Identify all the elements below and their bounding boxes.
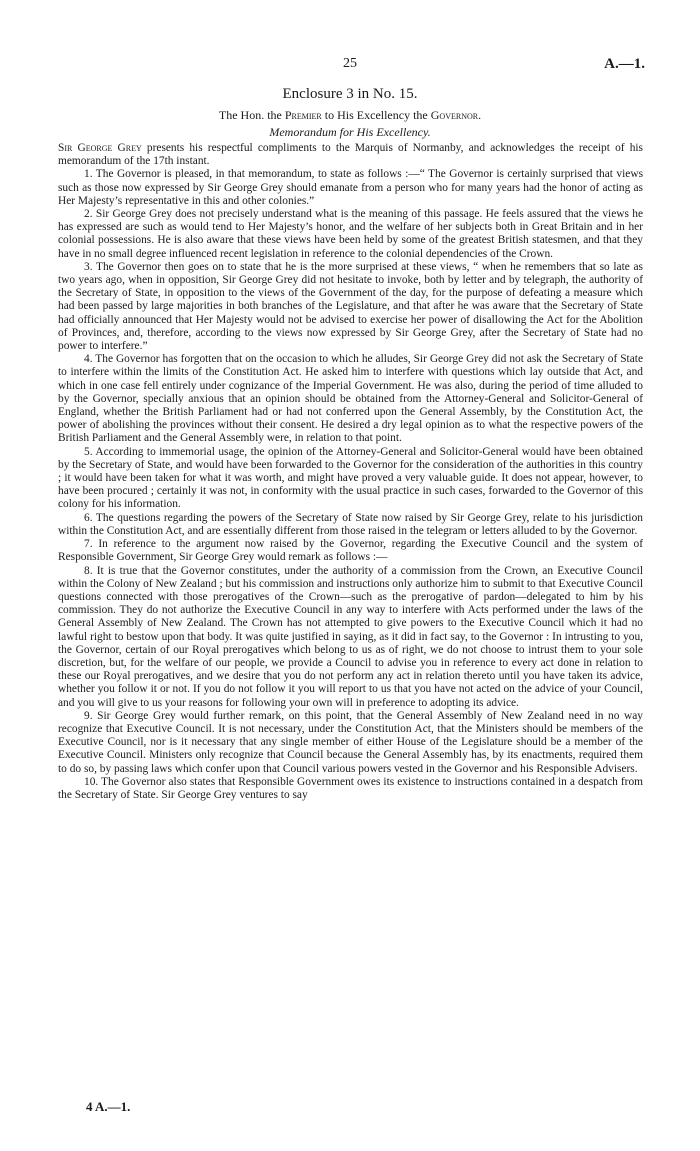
paragraph-3: 3. The Governor then goes on to state that he is the more surprised at these views, “ when he remembers that so late as two years ago, when in opposition, Sir George Grey did not hesitate to invoke, both by letter and by telegraph, the authority of the Secretary of State, in opposition to the views of the Government of the day, for the purpose of defeating a measure which had been passed by large majorities in both branches of the Legislature, and that after he was aware that the Secretary of State had officially announced that Her Majesty would not be advised to exercise her power of disallowing the Act for the Abolition of Provinces, and, therefore, according to the views now expressed by Sir George Grey, after the Secretary of State had no power to interfere.” bbox=[58, 260, 643, 353]
subtitle-governor: Governor. bbox=[430, 108, 482, 122]
subtitle-premier: Premier bbox=[284, 108, 322, 122]
paragraph-7: 7. In reference to the argument now raised by the Governor, regarding the Executive Council and the system of Responsible Government, Sir George Grey would remark as follows :— bbox=[58, 538, 643, 564]
document-body bbox=[58, 142, 643, 802]
paragraph-5: 5. According to immemorial usage, the opinion of the Attorney-General and Solicitor-General would have been obtained by the Secretary of State, and would have been forwarded to the Governor for the consideration of the authorities in this country ; it would have been taken for what it was worth, and might have proved a very valuable guide. It does not appear, however, to have been procured ; certainly it was not, in conformity with the usual practice in such cases, forwarded to the Governor of this colony for his information. bbox=[58, 445, 643, 511]
enclosure-subtitle bbox=[0, 108, 700, 123]
document-reference: A.—1. bbox=[604, 56, 645, 72]
paragraph-2: 2. Sir George Grey does not precisely understand what is the meaning of this passage. He feels assured that the views he has expressed are such as would tend to Her Majesty’s honor, and the welfare of her subjects both in Great Britain and in her colonial possessions. He is also aware that these views have been held by some of the greatest British statesmen, and that they have in no small degree influenced recent legislation in reference to the colonial dependencies of the Crown. bbox=[58, 208, 643, 260]
paragraph-intro bbox=[58, 142, 643, 168]
paragraph-9: 9. Sir George Grey would further remark, on this point, that the General Assembly of New Zealand need in no way recognize that Executive Council. It is not necessary, under the Constitution Act, that the Ministers should be members of the Executive Council, nor is it necessary that any single member of either House of the Legislature should be a member of the Executive Council. Ministers only recognize that Council because the General Assembly has, by its enactments, required them to do so, by passing laws which confer upon that Council various powers vested in the Governor and his Responsible Advisers. bbox=[58, 709, 643, 775]
paragraph-6: 6. The questions regarding the powers of the Secretary of State now raised by Sir George Grey, relate to his jurisdiction within the Constitution Act, and are essentially different from those raised in the telegram or letters alluded to by the Governor. bbox=[58, 511, 643, 537]
enclosure-title: Enclosure 3 in No. 15. bbox=[282, 86, 418, 102]
footer-signature: 4 A.—1. bbox=[86, 1099, 131, 1114]
paragraph-4: 4. The Governor has forgotten that on the occasion to which he alludes, Sir George Grey did not ask the Secretary of State to interfere within the limits of the Constitution Act. He asked him to interfere with questions which lay outside that Act, and which in one case fell entirely under cognizance of the Imperial Government. He was also, during the period of time alluded to by the Governor, specially anxious that an opinion should be obtained from the Attorney-General and Solicitor-General of England, whether the British Parliament had or had not conferred upon the General Assembly, by the Constitution Act, the power of abolishing the provinces without their consent. He desired a dry legal opinion as to what the respective powers of the British Parliament and the General Assembly were, in relation to that point. bbox=[58, 353, 643, 445]
intro-text: presents his respectful compliments to the Marquis of Normanby, and acknowledges the receipt of his memorandum of the 17th instant. bbox=[58, 142, 643, 168]
memorandum-heading: Memorandum for His Excellency. bbox=[269, 125, 431, 139]
intro-lead: Sir George Grey bbox=[58, 142, 142, 154]
subtitle-prefix: The Hon. the bbox=[218, 108, 282, 122]
page-number: 25 bbox=[343, 56, 357, 71]
paragraph-1: 1. The Governor is pleased, in that memorandum, to state as follows :—“ The Governor is certainly surprised that views such as those now expressed by Sir George Grey should emanate from a person who for many years had the honor of acting as Her Majesty’s representative in this and other colonies.” bbox=[58, 168, 643, 207]
subtitle-middle: to His Excellency the bbox=[324, 108, 428, 122]
paragraph-10: 10. The Governor also states that Responsible Government owes its existence to instructions contained in a despatch from the Secretary of State. Sir George Grey ventures to say bbox=[58, 775, 643, 801]
paragraph-8: 8. It is true that the Governor constitutes, under the authority of a commission from the Crown, an Executive Council within the Colony of New Zealand ; but his commission and instructions only authorize him to submit to that Executive Council questions connected with those prerogatives of the Crown—such as the prerogative of pardon—delegated to him by his commission. They do not authorize the Executive Council in any way to interfere with Acts performed under the laws of the General Assembly of New Zealand. The Crown has not attempted to give powers to the Executive Council which it had no lawful right to bestow upon that body. It was quite justified in saying, as it did in fact say, to the Governor : In intrusting to you, the Governor, certain of our Royal prerogatives which belong to us as of right, we do not choose to intrust them to your sole discretion, but, for the welfare of our people, we provide a Council to advise you in reference to every act done in relation to these our Royal prerogatives, and we desire that you do not perform any act in relation thereto until you have taken its advice, whether you follow it or not. If you do not follow it you will report to us that you have not acted on the advice of your Council, and you will give to us your reasons for following your own will in preference to adopting its advice. bbox=[58, 564, 643, 709]
